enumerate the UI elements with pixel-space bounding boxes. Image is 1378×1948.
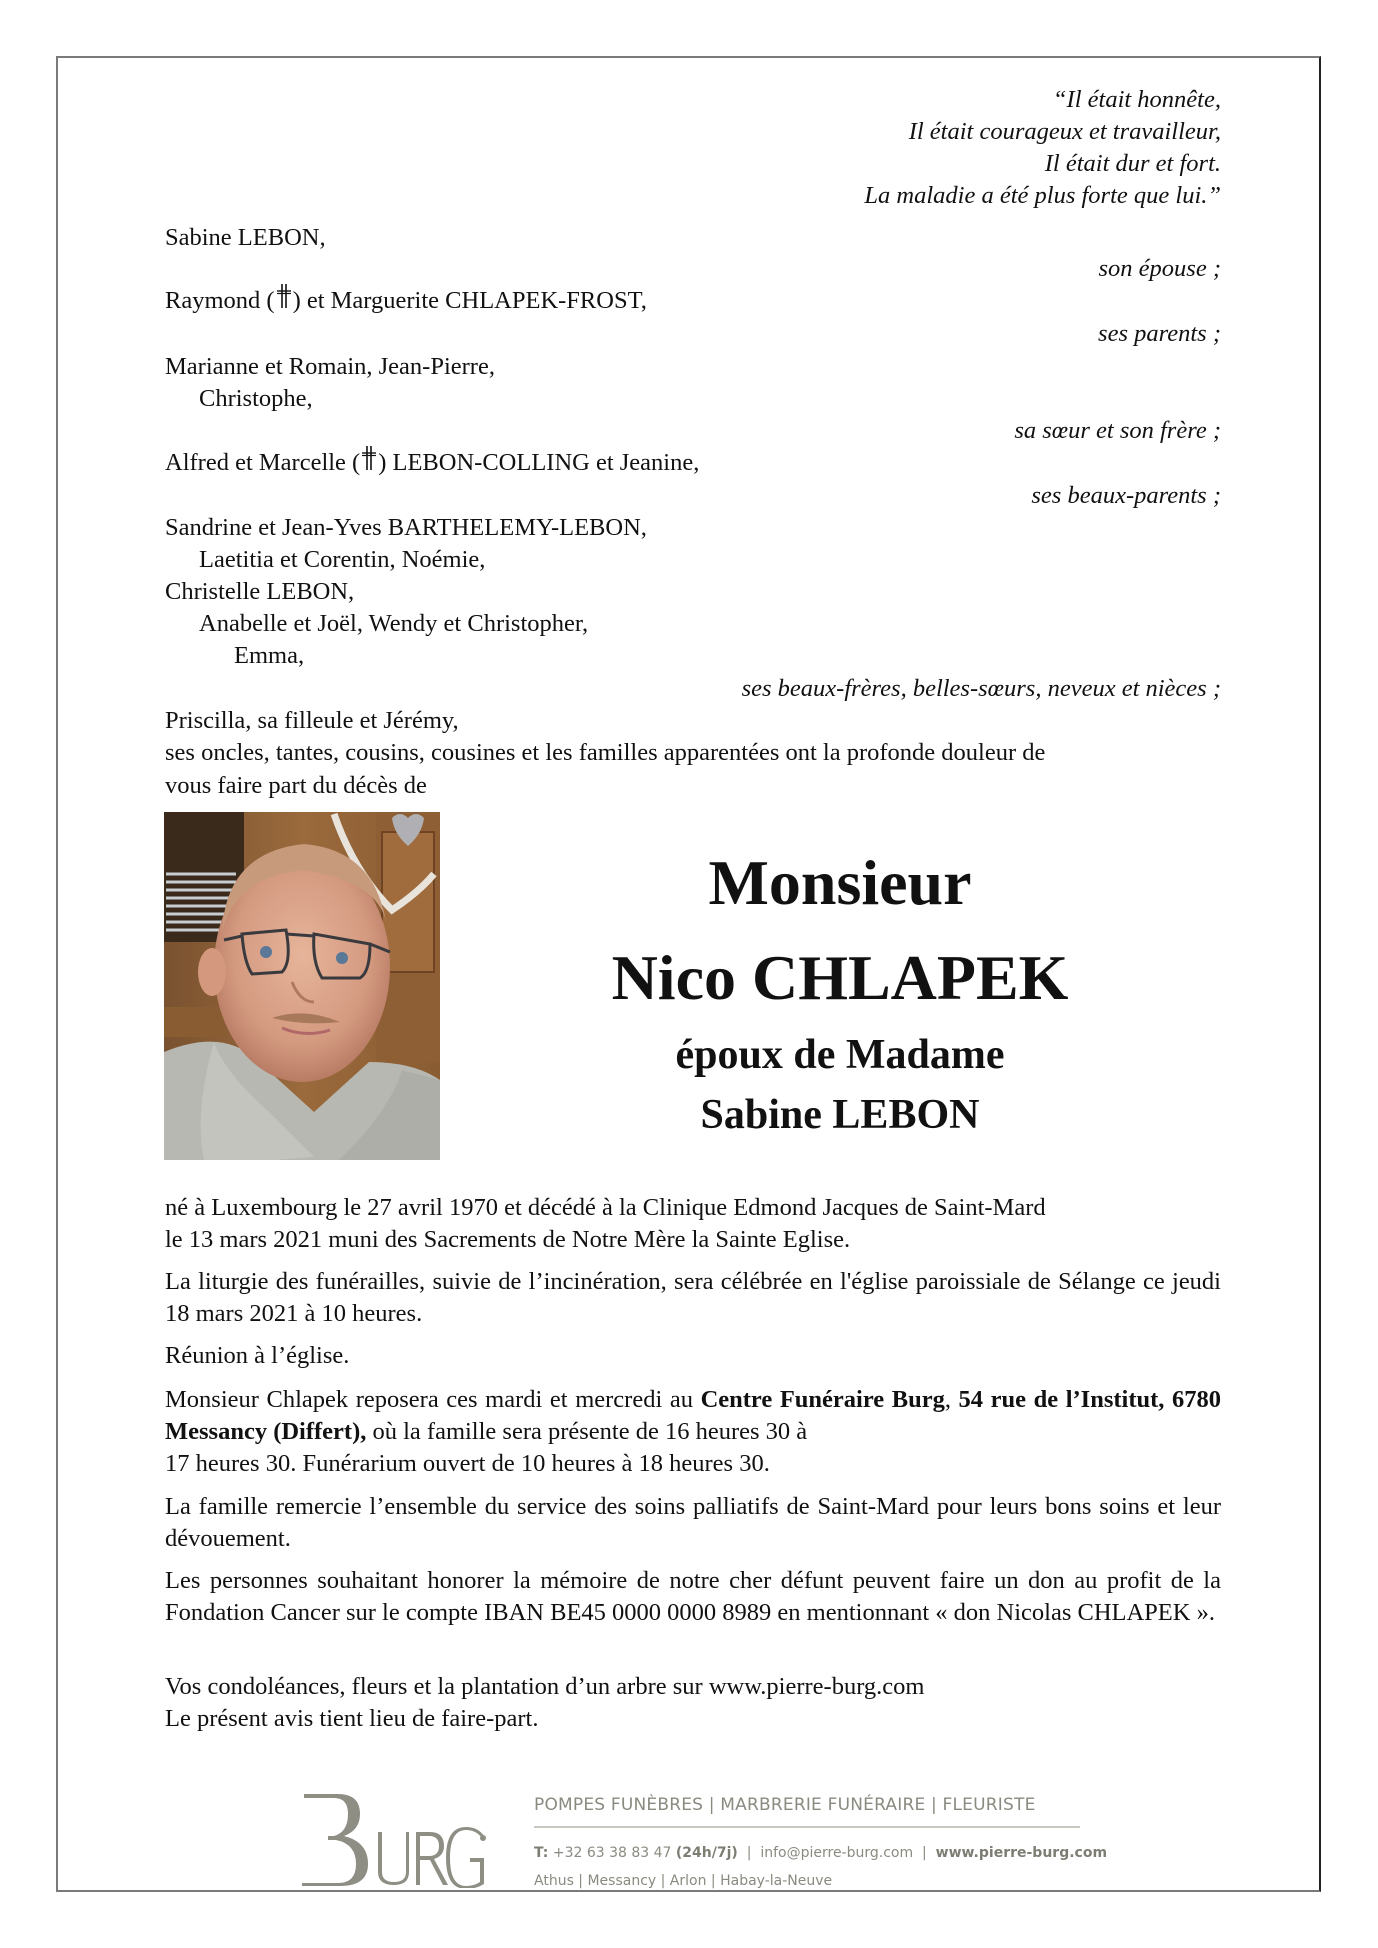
thanks-paragraph: La famille remercie l’ensemble du service des soins palliatifs de Saint-Mard pour leurs bons soins et leur dévouement. (165, 1493, 1221, 1552)
epitaph-line: Il était courageux et travailleur, (908, 118, 1221, 145)
website-link[interactable]: www.pierre-burg.com (935, 1845, 1108, 1861)
extended-family-relation: ses beaux-frères, belles-sœurs, neveux et nièces ; (741, 675, 1221, 702)
donation-paragraph: Les personnes souhaitant honorer la mémoire de notre cher défunt peuvent faire un don au profit de la Fondation Cancer sur le compte IBAN BE45 0000 0000 8989 en mentionnant « don Nicolas CHLAPEK ». (165, 1567, 1221, 1626)
deceased-name: Nico CHLAPEK (611, 942, 1069, 1013)
siblings-line: Christophe, (199, 385, 313, 412)
parents-names (165, 285, 647, 317)
contact-line (534, 1845, 1107, 1861)
viewing-text: où la famille sera présente de 16 heures 30 à (366, 1418, 808, 1445)
epitaph-line: Il était dur et fort. (1044, 150, 1221, 177)
in-laws-names (165, 447, 699, 479)
parents-name-after: ) et Marguerite CHLAPEK-FROST, (292, 287, 647, 314)
extended-family-line: Emma, (234, 642, 305, 669)
viewing-text: Monsieur Chlapek reposera ces mardi et mercredi au (165, 1386, 701, 1413)
closing-line: vous faire part du décès de (165, 772, 427, 799)
notice-line: Le présent avis tient lieu de faire-part. (165, 1705, 539, 1732)
extended-family-line: Laetitia et Corentin, Noémie, (199, 546, 486, 573)
viewing-hours: 17 heures 30. Funérarium ouvert de 10 heures à 18 heures 30. (165, 1450, 770, 1477)
meeting-paragraph: Réunion à l’église. (165, 1342, 350, 1369)
extended-family-line: Christelle LEBON, (165, 578, 355, 605)
godchild-line: Priscilla, sa filleule et Jérémy, (165, 707, 459, 734)
epitaph-line: “Il était honnête, (1052, 86, 1221, 113)
condolences-line: Vos condoléances, fleurs et la plantation d’un arbre sur www.pierre-burg.com (165, 1673, 925, 1700)
separator: | (913, 1845, 936, 1861)
burg-logo (298, 1792, 488, 1888)
extended-family-line: Anabelle et Joël, Wendy et Christopher, (199, 610, 589, 637)
in-laws-name-after: ) LEBON-COLLING et Jeanine, (378, 449, 700, 476)
parents-name-before: Raymond ( (165, 287, 275, 314)
deceased-photo (164, 812, 440, 1160)
siblings-line: Marianne et Romain, Jean-Pierre, (165, 353, 495, 380)
birth-death-line: le 13 mars 2021 muni des Sacrements de Notre Mère la Sainte Eglise. (165, 1226, 851, 1253)
closing-line: ses oncles, tantes, cousins, cousines et les familles apparentées ont la profonde douleur de (165, 739, 1046, 766)
funeral-home-address: 54 rue de l’Institut, 6780 Messancy (Differt), (165, 1386, 1221, 1445)
spouse-relation: son épouse ; (1098, 255, 1221, 282)
extended-family-line: Sandrine et Jean-Yves BARTHELEMY-LEBON, (165, 514, 647, 541)
cross-icon (360, 449, 378, 471)
phone-label: T: (534, 1845, 549, 1861)
viewing-text: , (944, 1386, 959, 1413)
phone-number[interactable]: +32 63 38 83 47 (548, 1845, 676, 1861)
separator: | (737, 1845, 761, 1861)
viewing-paragraph (165, 1384, 1221, 1480)
spouse-name: Sabine LEBON, (165, 224, 326, 251)
siblings-relation: sa sœur et son frère ; (1014, 417, 1221, 444)
in-laws-name-before: Alfred et Marcelle ( (165, 449, 361, 476)
email-link[interactable]: info@pierre-burg.com (760, 1845, 914, 1861)
locations-line: Athus | Messancy | Arlon | Habay-la-Neuve (534, 1873, 833, 1889)
funeral-paragraph: La liturgie des funérailles, suivie de l’incinération, sera célébrée en l'église paroissiale de Sélange ce jeudi 18 mars 2021 à 10 heures. (165, 1268, 1221, 1327)
parents-relation: ses parents ; (1098, 320, 1221, 347)
epitaph-line: La maladie a été plus forte que lui.” (864, 182, 1221, 209)
funeral-home-name: Centre Funéraire Burg (700, 1386, 945, 1413)
condolences-paragraph (165, 1671, 1221, 1735)
portrait-image (164, 812, 440, 1160)
phone-hours: (24h/7j) (675, 1845, 738, 1861)
footer-divider (534, 1826, 1080, 1828)
deceased-spouse-name: Sabine LEBON (700, 1092, 980, 1138)
services-line: POMPES FUNÈBRES | MARBRERIE FUNÉRAIRE | FLEURISTE (534, 1795, 1036, 1815)
deceased-title: Monsieur (708, 847, 972, 918)
deceased-spouse-line: époux de Madame (675, 1032, 1005, 1078)
in-laws-relation: ses beaux-parents ; (1031, 482, 1221, 509)
birth-death-paragraph (165, 1192, 1221, 1256)
cross-icon (275, 287, 293, 309)
birth-death-line: né à Luxembourg le 27 avril 1970 et décédé à la Clinique Edmond Jacques de Saint-Mard (165, 1194, 1046, 1221)
